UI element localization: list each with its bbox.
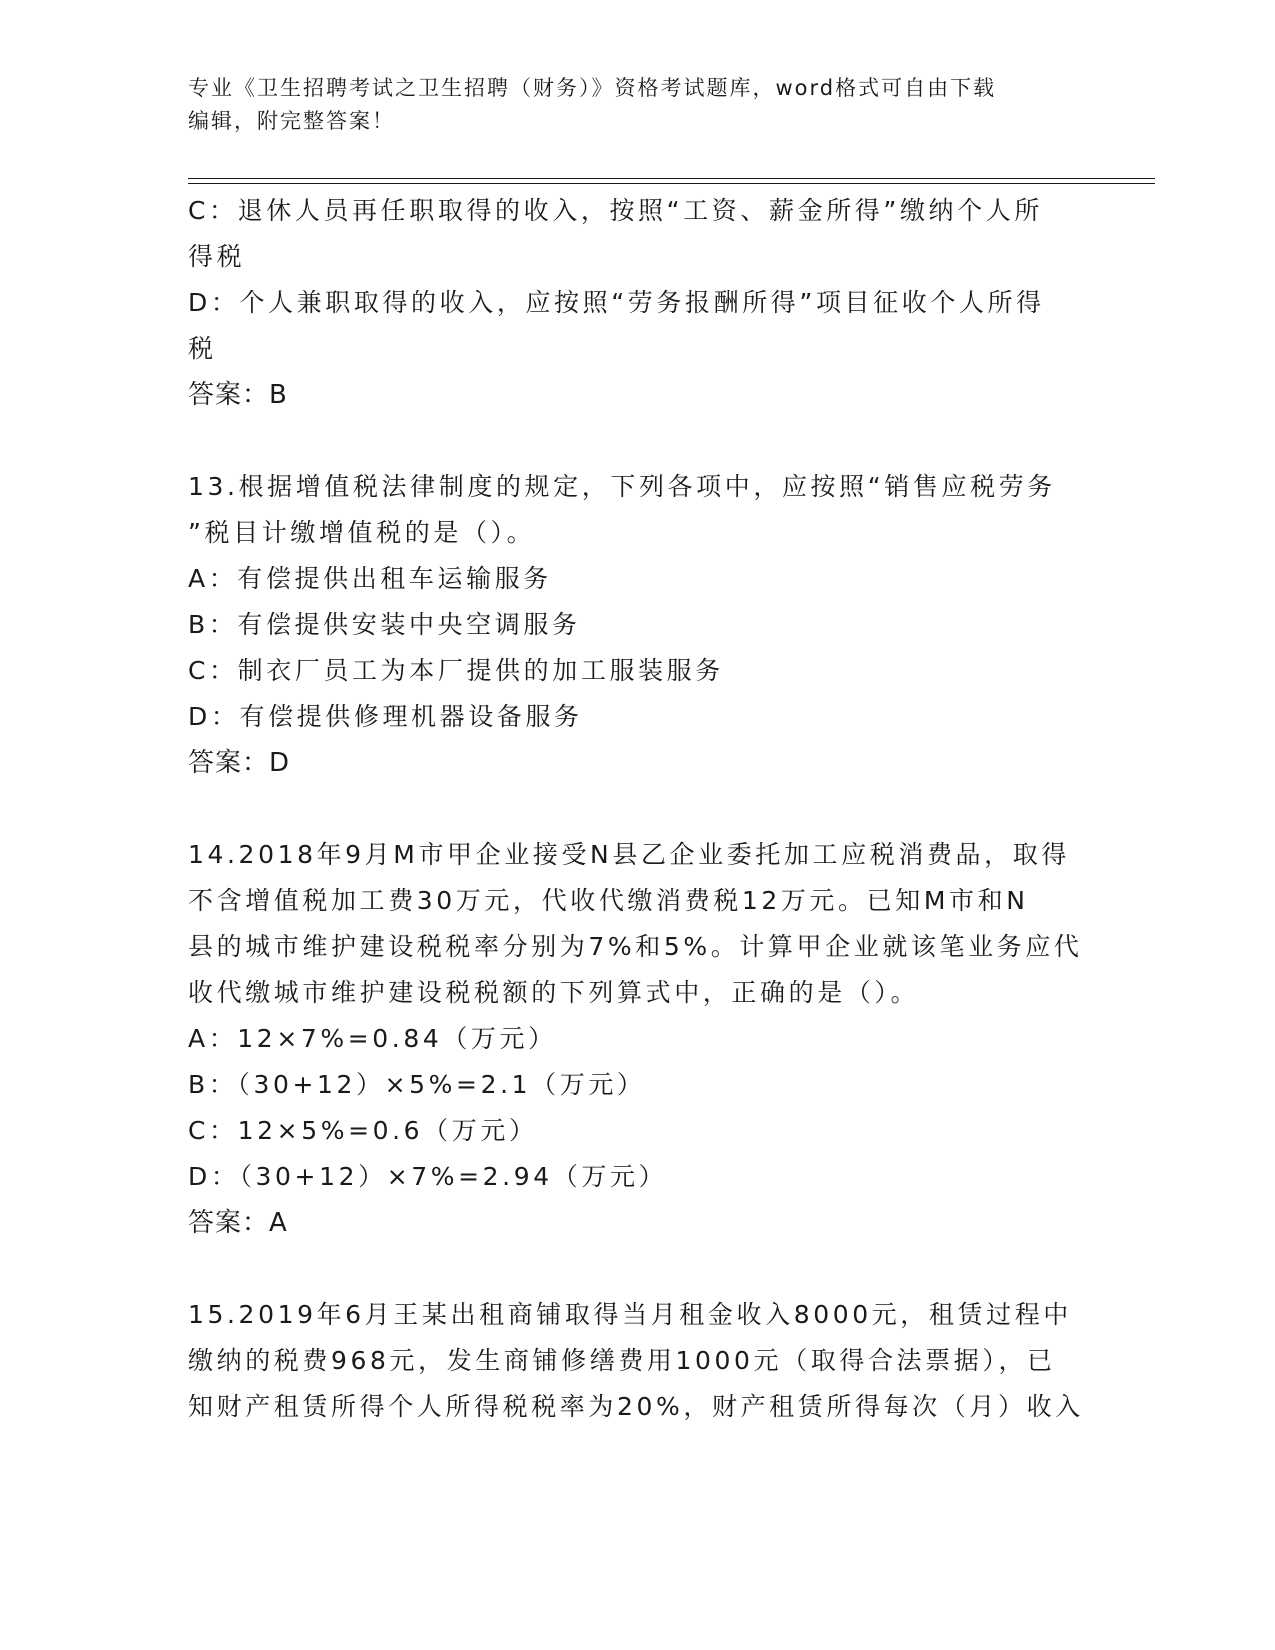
header-line: 编辑，附完整答案！ [188,109,395,133]
option-d: D：有偿提供修理机器设备服务 [188,702,583,731]
answer: 答案：B [188,380,288,410]
answer: 答案：A [188,1208,288,1238]
option-c: C：退休人员再任职取得的收入，按照“工资、薪金所得”缴纳个人所 [188,196,1043,225]
question-stem: 不含增值税加工费30万元，代收代缴消费税12万元。已知M市和N [188,886,1029,915]
option-a: A：12×7%=0.84（万元） [188,1024,557,1053]
option-b: B：（30+12）×5%=2.1（万元） [188,1070,646,1099]
page-header [188,72,1088,138]
answer: 答案：D [188,748,291,778]
question-13 [188,464,1088,786]
option-d-continuation: 税 [188,334,217,363]
spacer [188,786,1088,832]
option-c-continuation: 得税 [188,242,246,271]
question-stem: 缴纳的税费968元，发生商铺修缮费用1000元（取得合法票据），已 [188,1346,1056,1375]
question-12-tail [188,188,1088,418]
question-stem: ”税目计缴增值税的是（）。 [188,518,536,547]
question-14 [188,832,1088,1246]
option-b: B：有偿提供安装中央空调服务 [188,610,581,639]
document-body [188,188,1088,1430]
option-d: D：个人兼职取得的收入，应按照“劳务报酬所得”项目征收个人所得 [188,288,1045,317]
option-d: D：（30+12）×7%=2.94（万元） [188,1162,668,1191]
option-c: C：制衣厂员工为本厂提供的加工服装服务 [188,656,724,685]
spacer [188,1246,1088,1292]
header-line: 专业《卫生招聘考试之卫生招聘（财务）》资格考试题库，word格式可自由下载 [188,76,997,100]
question-stem: 15.2019年6月王某出租商铺取得当月租金收入8000元，租赁过程中 [188,1300,1072,1329]
question-stem: 收代缴城市维护建设税税额的下列算式中，正确的是（）。 [188,978,920,1007]
header-divider [188,183,1155,184]
option-c: C：12×5%=0.6（万元） [188,1116,538,1145]
question-15 [188,1292,1088,1430]
header-divider [188,178,1155,179]
question-stem: 14.2018年9月M市甲企业接受N县乙企业委托加工应税消费品，取得 [188,840,1070,869]
question-stem: 县的城市维护建设税税率分别为7%和5%。计算甲企业就该笔业务应代 [188,932,1083,961]
question-stem: 知财产租赁所得个人所得税税率为20%，财产租赁所得每次（月）收入 [188,1392,1084,1421]
spacer [188,418,1088,464]
question-stem: 13.根据增值税法律制度的规定，下列各项中，应按照“销售应税劳务 [188,472,1056,501]
option-a: A：有偿提供出租车运输服务 [188,564,552,593]
